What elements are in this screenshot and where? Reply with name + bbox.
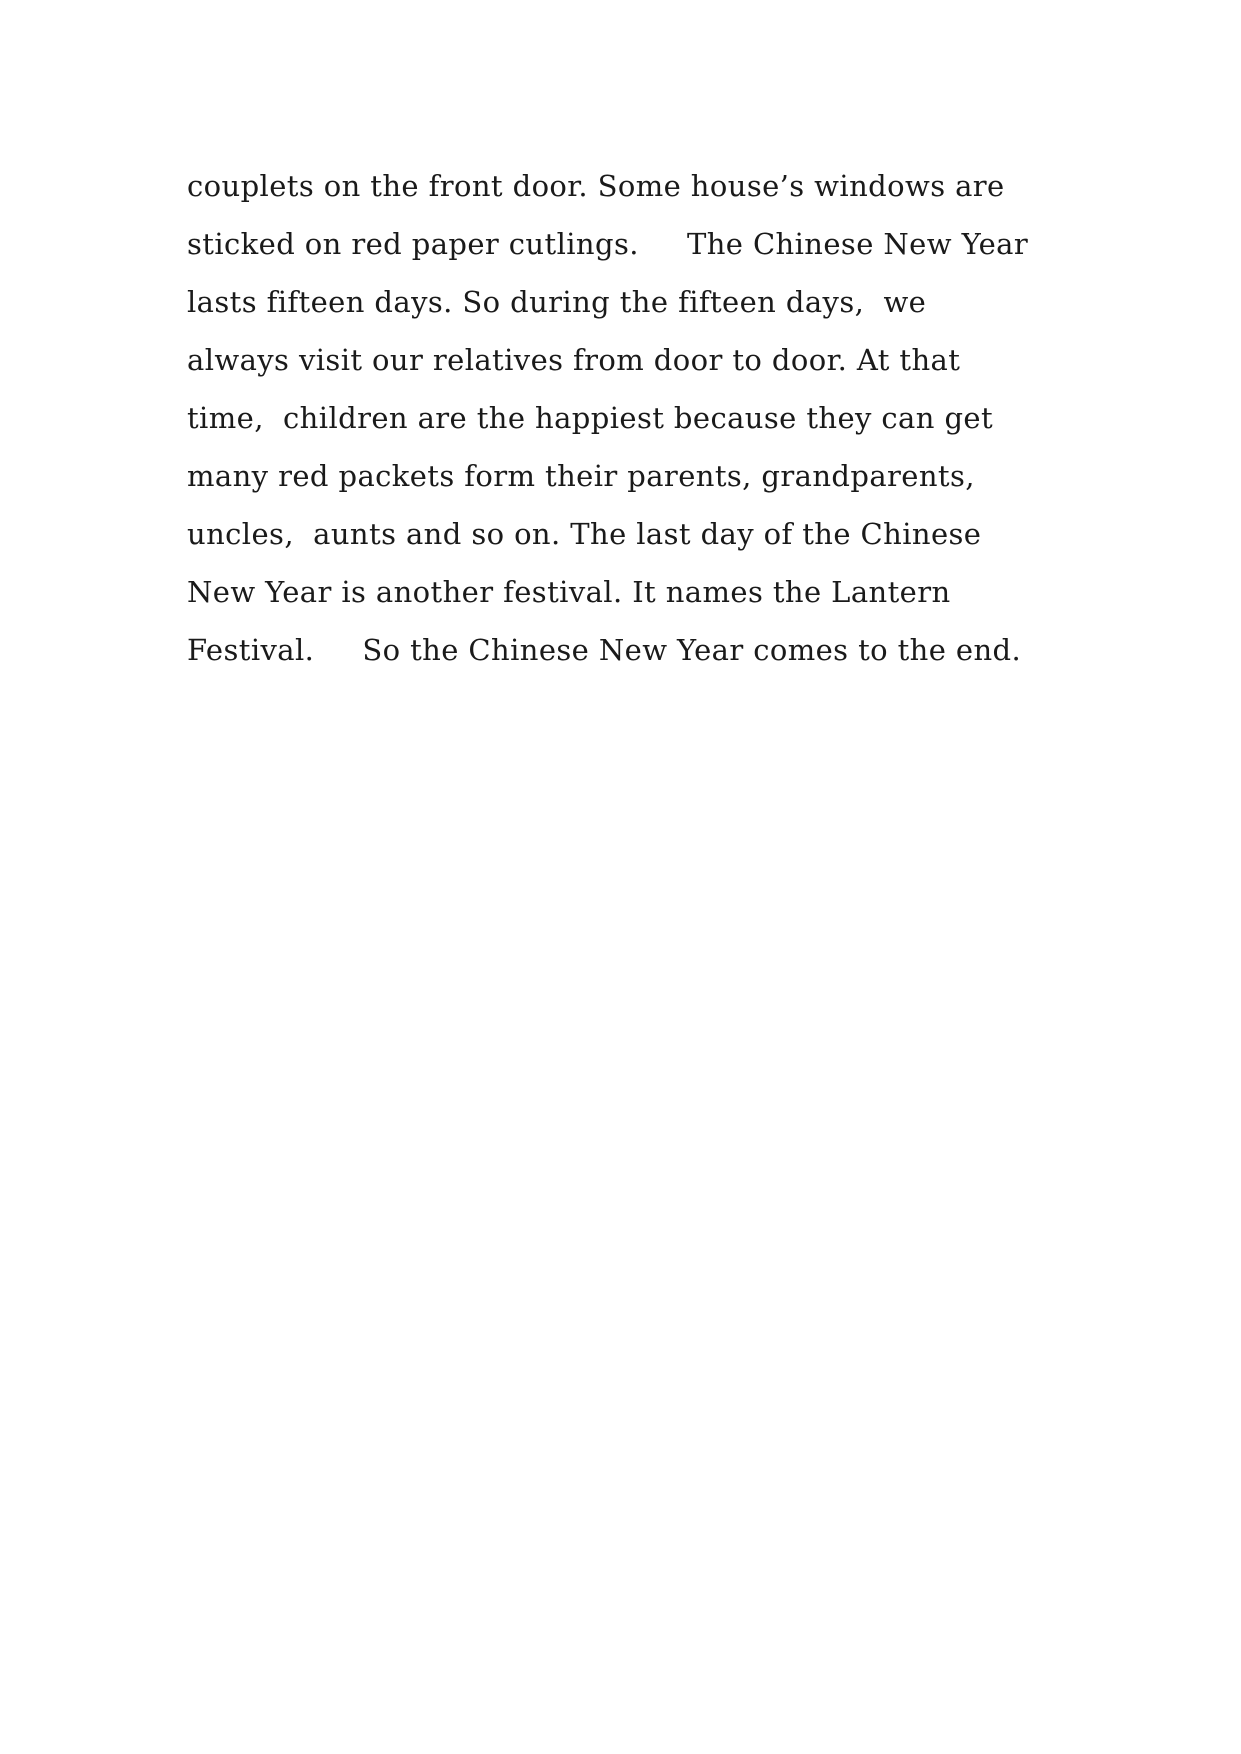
text-line: New Year is another festival. It names the Lantern: [187, 575, 951, 609]
text-line: time, children are the happiest because they can get: [187, 401, 994, 435]
text-line: Festival. So the Chinese New Year comes to the end.: [187, 633, 1022, 667]
text-line: lasts fifteen days. So during the fifteen days, we: [187, 285, 927, 319]
text-line: sticked on red paper cutlings. The Chinese New Year: [187, 227, 1029, 261]
text-line: uncles, aunts and so on. The last day of the Chinese: [187, 517, 982, 551]
text-line: many red packets form their parents, grandparents,: [187, 459, 975, 493]
text-line: always visit our relatives from door to door. At that: [187, 343, 961, 377]
text-line: couplets on the front door. Some house’s windows are: [187, 169, 1005, 203]
body-paragraph: [187, 157, 1087, 679]
